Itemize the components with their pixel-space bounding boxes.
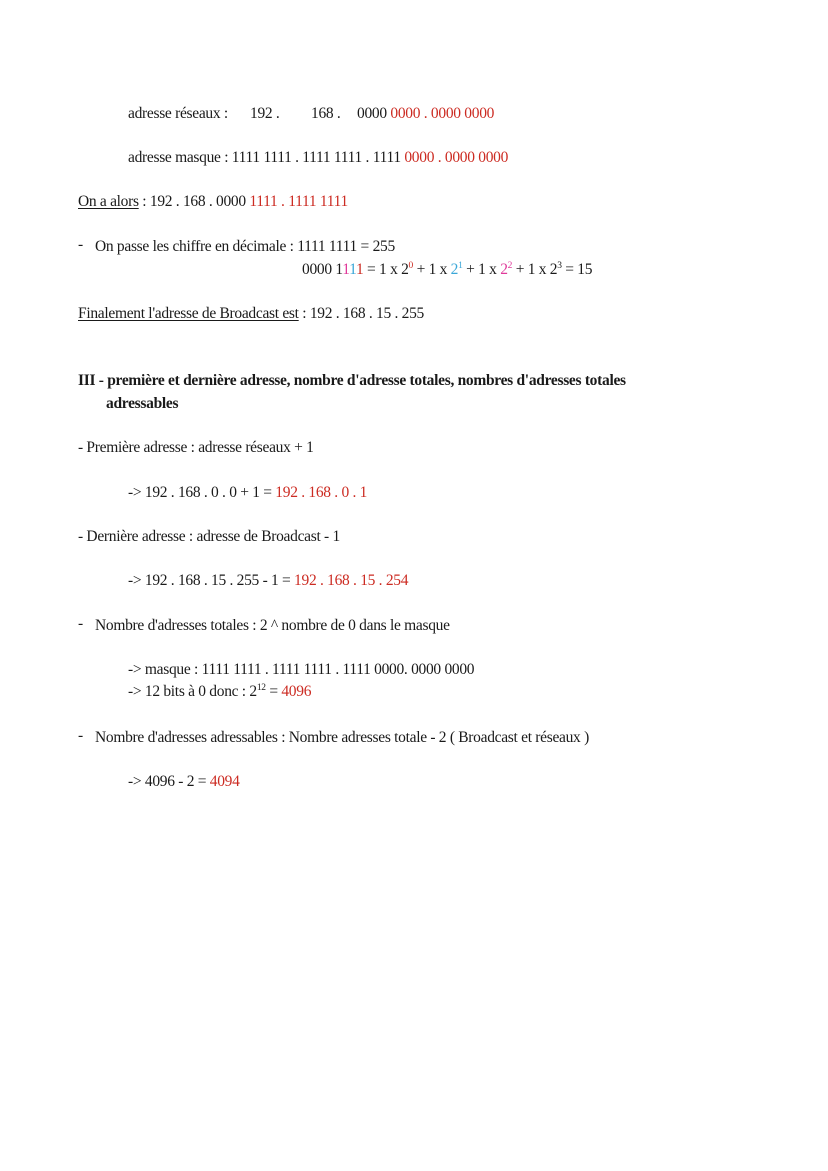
decimal-l2-i-exp: 2 — [507, 261, 513, 271]
bullet-dash: - — [78, 727, 84, 744]
network-address-label: adresse réseaux : — [128, 105, 228, 122]
decimal-l2-e-exp: 0 — [408, 261, 413, 271]
first-address-title: - Première adresse : adresse réseaux + 1 — [78, 439, 314, 456]
decimal-l2-j-exp: 3 — [557, 261, 562, 271]
section-3-heading: III - première et dernière adresse, nombre d'adresse totales, nombres d'adresses totales — [78, 372, 626, 389]
decimal-l2-e: = 1 x 2 — [363, 261, 409, 278]
decimal-line-2 — [302, 260, 592, 280]
first-address-expr: -> 192 . 168 . 0 . 0 + 1 = — [128, 484, 272, 501]
total-bits-line — [128, 682, 311, 702]
on-a-alors-red: 1111 . 1111 1111 — [249, 193, 348, 210]
decimal-l2-j: + 1 x 2 — [512, 261, 558, 278]
total-bits-result: 4096 — [277, 683, 312, 700]
network-octets-rest — [357, 104, 494, 124]
decimal-l2-g-exp: 1 — [458, 261, 463, 271]
total-bits-text: -> 12 bits à 0 donc : 2 — [128, 683, 257, 700]
total-addresses-title: Nombre d'adresses totales : 2 ^ nombre de 0 dans le masque — [95, 617, 450, 634]
decimal-l2-k: = 15 — [561, 261, 593, 278]
broadcast-line — [78, 304, 424, 324]
on-a-alors-black: 192 . 168 . 0000 — [149, 193, 246, 210]
addressable-result: 4094 — [206, 773, 240, 790]
last-address-result: 192 . 168 . 15 . 254 — [290, 572, 409, 589]
decimal-l2-a: 0000 1 — [302, 261, 343, 278]
network-octet-2: 168 . — [311, 105, 341, 122]
last-address-title: - Dernière adresse : adresse de Broadcast - 1 — [78, 528, 340, 545]
total-mask-line: -> masque : 1111 1111 . 1111 1111 . 1111 0000. 0000 0000 — [128, 661, 475, 678]
mask-zeros: 0000 . 0000 0000 — [404, 149, 509, 166]
mask-ones: 1111 1111 . 1111 1111 . 1111 — [231, 149, 401, 166]
decimal-l2-h: + 1 x — [462, 261, 501, 278]
first-address-result: 192 . 168 . 0 . 1 — [271, 484, 368, 501]
bullet-dash: - — [78, 236, 84, 253]
bullet-dash: - — [78, 615, 84, 632]
section-3-heading-cont: adressables — [106, 395, 179, 412]
on-a-alors-colon: : — [138, 193, 147, 210]
decimal-l2-b: 1 — [342, 261, 350, 278]
first-address-calc — [128, 483, 367, 503]
addressable-calc — [128, 772, 240, 792]
decimal-l2-d: 1 — [356, 261, 364, 278]
total-bits-exp: 12 — [256, 683, 266, 693]
decimal-l2-i: 2 — [500, 261, 508, 278]
last-address-calc — [128, 571, 408, 591]
mask-address-line — [128, 148, 508, 168]
on-a-alors-line — [78, 192, 348, 212]
network-octets-red: 0000 . 0000 0000 — [390, 105, 495, 122]
addressable-expr: -> 4096 - 2 = — [128, 773, 207, 790]
decimal-l2-g: 2 — [450, 261, 459, 278]
addressable-title: Nombre d'adresses adressables : Nombre adresses totale - 2 ( Broadcast et réseaux ) — [95, 729, 589, 746]
network-octet-1: 192 . — [250, 105, 280, 122]
broadcast-value: : 192 . 168 . 15 . 255 — [298, 305, 424, 322]
network-octet-3-black: 0000 — [357, 105, 387, 122]
decimal-line-1: On passe les chiffre en décimale : 1111 1111 = 255 — [95, 238, 395, 255]
decimal-l2-c: 1 — [349, 261, 356, 278]
last-address-expr: -> 192 . 168 . 15 . 255 - 1 = — [128, 572, 291, 589]
on-a-alors-label: On a alors — [78, 193, 139, 210]
mask-label: adresse masque : — [128, 149, 229, 166]
total-bits-eq: = — [265, 683, 278, 700]
broadcast-label: Finalement l'adresse de Broadcast est — [78, 305, 299, 322]
decimal-l2-f: + 1 x — [413, 261, 451, 278]
